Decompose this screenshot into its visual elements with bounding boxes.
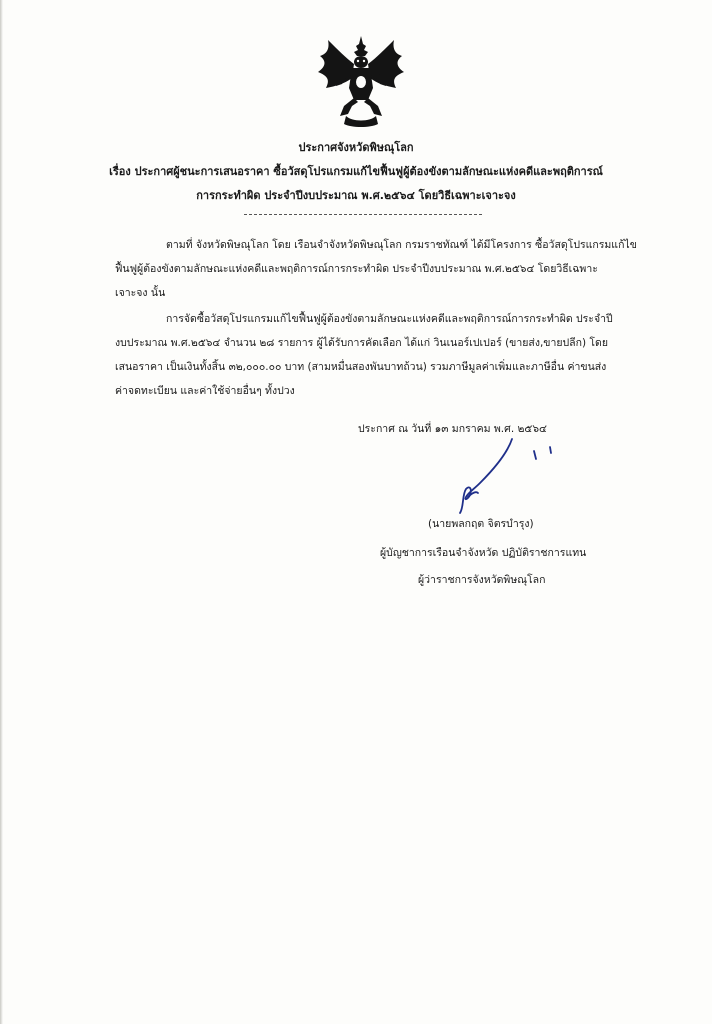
- paragraph-2-line-1: การจัดซื้อวัสดุโปรแกรมแก้ไขฟื้นฟูผู้ต้องขังตามลักษณะแห่งคดีและพฤติการณ์การกระทำผิด ประจำปี: [166, 313, 613, 325]
- paragraph-1-line-3: เจาะจง นั้น: [115, 287, 166, 299]
- paragraph-1-line-1: ตามที่ จังหวัดพิษณุโลก โดย เรือนจำจังหวัดพิษณุโลก กรมราชทัณฑ์ ได้มีโครงการ ซื้อวัสดุโปรแกรมแก้ไข: [166, 239, 637, 251]
- paragraph-2-line-4: ค่าจดทะเบียน และค่าใช้จ่ายอื่นๆ ทั้งปวง: [115, 385, 295, 397]
- signatory-position-2: ผู้ว่าราชการจังหวัดพิษณุโลก: [418, 574, 546, 586]
- paragraph-2-line-3: เสนอราคา เป็นเงินทั้งสิ้น ๓๒,๐๐๐.๐๐ บาท (สามหมื่นสองพันบาทถ้วน) รวมภาษีมูลค่าเพิ่มและภาษีอื่น ค่าขนส่ง: [115, 361, 607, 373]
- signatory-name: (นายพลกฤต จิตรบำรุง): [428, 518, 534, 530]
- paragraph-1-line-2: ฟื้นฟูผู้ต้องขังตามลักษณะแห่งคดีและพฤติการณ์การกระทำผิด ประจำปีงบประมาณ พ.ศ.๒๕๖๔ โดยวิธีเฉพาะ: [115, 263, 598, 275]
- document-subject-line-2: การกระทำผิด ประจำปีงบประมาณ พ.ศ.๒๕๖๔ โดยวิธีเฉพาะเจาะจง: [196, 189, 516, 202]
- handwritten-signature: [450, 437, 560, 515]
- document-title: ประกาศจังหวัดพิษณุโลก: [298, 141, 414, 154]
- document-subject-line-1: เรื่อง ประกาศผู้ชนะการเสนอราคา ซื้อวัสดุโปรแกรมแก้ไขฟื้นฟูผู้ต้องขังตามลักษณะแห่งคดีและพฤติการณ์: [109, 165, 603, 178]
- header-divider: [244, 214, 482, 215]
- garuda-emblem-icon: [316, 36, 406, 128]
- paragraph-2-line-2: งบประมาณ พ.ศ.๒๕๖๔ จำนวน ๒๘ รายการ ผู้ได้รับการคัดเลือก ได้แก่ วินเนอร์เปเปอร์ (ขายส่ง,ขายปลีก) โดย: [115, 337, 609, 349]
- signatory-position-1: ผู้บัญชาการเรือนจำจังหวัด ปฏิบัติราชการแทน: [380, 547, 587, 559]
- announcement-date: ประกาศ ณ วันที่ ๑๓ มกราคม พ.ศ. ๒๕๖๔: [358, 423, 547, 435]
